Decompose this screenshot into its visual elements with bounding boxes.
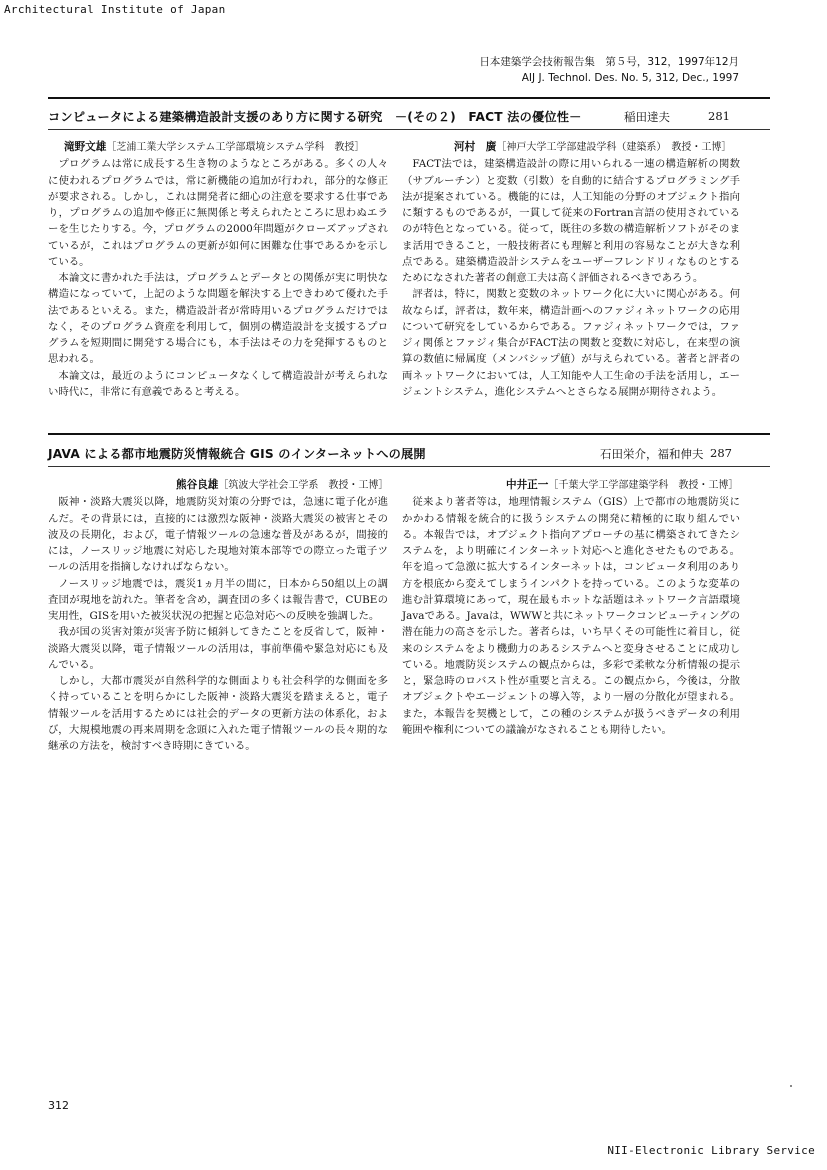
review-paragraph: プログラムは常に成長する生き物のようなところがある。多くの人々に使われるプログラムでは，常に新機能の追加が行われ，部分的な修正が要求される。しかし，これは開発者に細心の注意を要求する仕事であり，プログラムの追加や修正に無関係と考えられたところに思わぬエラーを生じたりする。今，プログラムの2000年問題がクローズアップされているが，これはプログラムの更新が如何に困難な仕事であるかを示している。	[48, 158, 388, 268]
article-2-bottom-rule	[48, 466, 770, 467]
article-1-top-rule	[48, 97, 770, 99]
review-paragraph: 阪神・淡路大震災以降，地震防災対策の分野では，急速に電子化が進んだ。その背景には，直接的には激烈な阪神・淡路大震災の被害とその波及の長期化，および，電子情報ツールの急速な普及があるが，間接的には，ノースリッジ地震に対応した現地対策本部等での際立った電子ツールの活用を指摘しなければならない。	[48, 496, 388, 574]
article-2-authors: 石田栄介，福和伸夫	[600, 447, 704, 461]
journal-info	[479, 54, 739, 86]
reviewer-line	[48, 477, 388, 494]
reviewer-affiliation: ［芝浦工業大学システム工学部環境システム学科 教授］	[106, 142, 365, 153]
review-paragraph: FACT法では，建築構造設計の際に用いられる一連の構造解析の関数（サブルーチン）と変数（引数）を自動的に結合するプログラミング手法が提案されている。機能的には，人工知能の分野のオブジェクト指向に類するものであるが，一貫して従来のFortran言語の使用されているのが特色となっている。従って，既往の多数の構造解析ソフトがそのまま活用できること，一般技術者にも理解と利用の容易なことが大きな利点である。建築構造設計システムをユーザーフレンドリィなものとするためになされた著者の創意工夫は高く評価されるべきであろう。	[402, 158, 740, 284]
review-column-left	[48, 477, 388, 754]
review-paragraph: 本論文は，最近のようにコンピュータなくして構造設計が考えられない時代に，非常に有意義であると考える。	[48, 369, 388, 398]
review-paragraph: 従来より著者等は，地理情報システム（GIS）上で都市の地震防災にかかわる情報を統合的に扱うシステムの開発に精極的に取り組んでいる。本報告では，オブジェクト指向アプローチの基に構築されてきたシステムを，より明確にインターネット対応へと進化させたものである。年を追って急激に拡大するインターネットは，コンピュータ利用のあり方を根底から変えてしまうインパクトを持っている。このような変革の進む計算環境にあって，現在最もホットな話題はネットワーク言語環境Javaである。Javaは，WWWと共にネットワークコンピューティングの潜在能力の高さを示した。著者らは，いち早くその可能性に着目し，従来のシステムをより機動力のあるシステムへと変身させることに成功している。地震防災システムの観点からは，多彩で柔軟な分析情報の提示と，緊急時のロバスト性が重要と言える。この観点から，今後は，分散オブジェクトやエージェントの導入等，より一層の分散化が望まれる。また，本報告を契機として，この種のシステムが扱うべきデータの利用範囲や権利についての議論がなされることも期待したい。	[402, 496, 740, 736]
review-column-right	[402, 139, 740, 400]
review-paragraph: しかし，大都市震災が自然科学的な側面よりも社会科学的な側面を多く持っていることを明らかにした阪神・淡路大震災を踏まえると，電子情報ツールを活用するためには社会的データの更新方法の体系化，および，大規模地震の再来周期を念頭に入れた電子情報ツールの長々期的な継承の方法を，検討すべき時期にきている。	[48, 675, 388, 752]
scan-speck	[790, 1085, 792, 1087]
article-2-title: JAVA による都市地震防災情報統合 GIS のインターネットへの展開	[48, 447, 426, 461]
library-service-footer: NII-Electronic Library Service	[607, 1144, 815, 1157]
journal-citation-jp: 日本建築学会技術報告集 第５号，312，1997年12月	[479, 56, 739, 68]
reviewer-line	[402, 477, 740, 494]
reviewer-name: 中井正一	[506, 479, 549, 491]
article-2-page: 287	[710, 446, 732, 460]
review-column-left	[48, 139, 388, 400]
review-paragraph: ノースリッジ地震では，震災1ヵ月半の間に，日本から50組以上の調査団が現地を訪れた。筆者を含め，調査団の多くは報告書で，CUBEの実用性，GISを用いた被災状況の把握と応急対応への反映を強調した。	[48, 577, 388, 622]
journal-citation-en: AIJ J. Technol. Des. No. 5, 312, Dec., 1997	[521, 72, 739, 84]
reviewer-name: 河村 廣	[454, 141, 497, 153]
article-1-page: 281	[708, 109, 730, 123]
reviewer-name: 滝野文雄	[64, 141, 107, 153]
review-paragraph: 我が国の災害対策が災害予防に傾斜してきたことを反省して，阪神・淡路大震災以降，電子情報ツールの活用は，事前準備や緊急対応にも及んでいる。	[48, 626, 388, 671]
reviewer-name: 熊谷良雄	[176, 479, 219, 491]
reviewer-line	[402, 139, 740, 156]
review-column-right	[402, 477, 740, 738]
article-1-authors: 稲田達夫	[624, 110, 670, 124]
article-1-bottom-rule	[48, 129, 770, 130]
institute-header: Architectural Institute of Japan	[4, 3, 226, 16]
review-paragraph: 評者は，特に，関数と変数のネットワーク化に大いに関心がある。何故ならば，評者は，数年来，構造計画へのファジィネットワークの応用について研究をしているからである。ファジィネットワークでは，ファジィ関係とファジィ集合がFACT法の関数と変数に対応し，在来型の演算の数値に帰属度（メンバシップ値）が与えられている。著者と評者の両ネットワークにおいては，人工知能や人工生命の手法を活用し，エージェントシステム，進化システムへとさらなる展開が期待されよう。	[402, 288, 740, 398]
reviewer-line	[48, 139, 388, 156]
article-1-title: コンピュータによる建築構造設計支援のあり方に関する研究 －(その２) FACT 法の優位性－	[48, 110, 582, 124]
reviewer-affiliation: ［神戸大学工学部建設学科（建築系） 教授・工博］	[496, 142, 732, 153]
page-number: 312	[48, 1099, 69, 1112]
reviewer-affiliation: ［千葉大学工学部建築学科 教授・工博］	[548, 480, 739, 491]
article-2-top-rule	[48, 433, 770, 435]
reviewer-affiliation: ［筑波大学社会工学系 教授・工博］	[218, 480, 389, 491]
review-paragraph: 本論文に書かれた手法は，プログラムとデータとの関係が実に明快な構造になっていて，上記のような問題を解決する上できわめて優れた手法であるといえる。また，構造設計者が常時用いるプログラムだけではなく，そのプログラム資産を利用して，個別の構造設計を支援するプログラムを短期間に開発する場合にも，本手法はその力を発揮するものと思われる。	[48, 272, 388, 366]
